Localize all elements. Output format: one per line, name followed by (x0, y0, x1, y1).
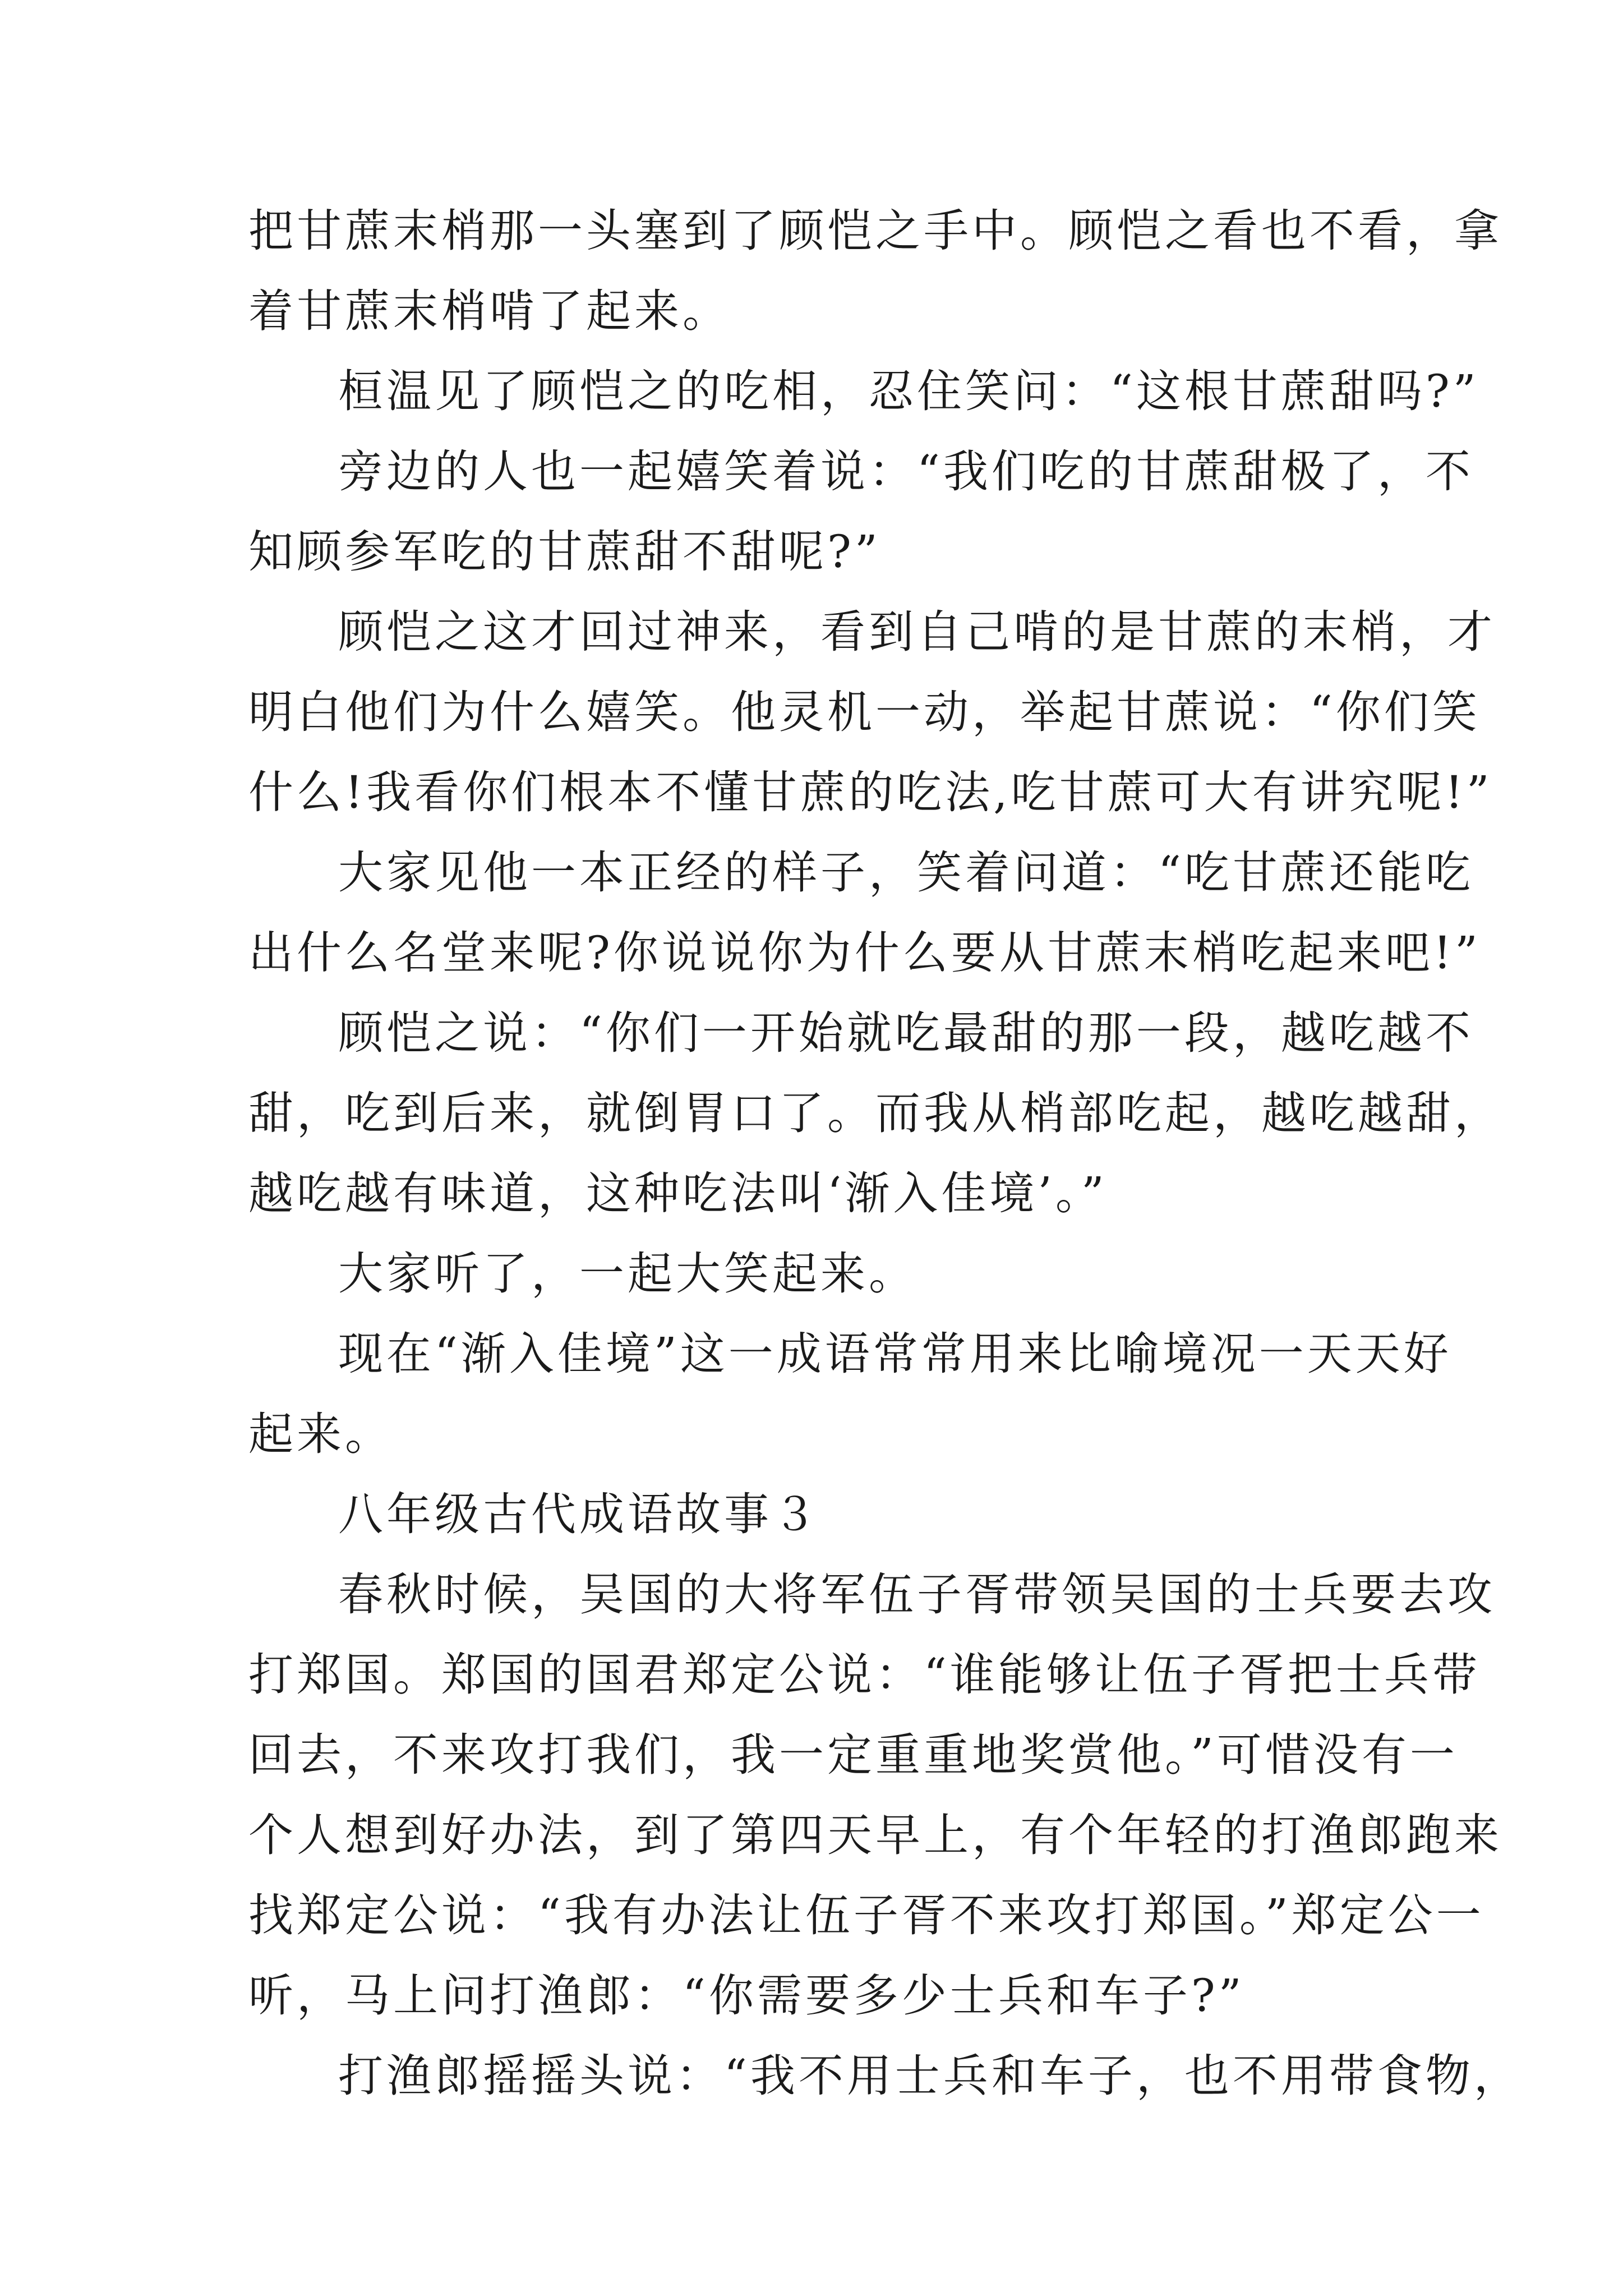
text-line: 明白他们为什么嬉笑。他灵机一动，举起甘蔗说：“你们笑 (248, 686, 1481, 738)
text-line: 回去，不来攻打我们，我一定重重地奖赏他。”可惜没有一 (248, 1729, 1458, 1781)
text-line: 出什么名堂来呢?你说说你为什么要从甘蔗末梢吃起来吧!” (248, 927, 1481, 979)
text-line: 找郑定公说：“我有办法让伍子胥不来攻打郑国。”郑定公一 (248, 1889, 1484, 1941)
text-line: 着甘蔗末梢啃了起来。 (248, 285, 731, 337)
text-line: 甜，吃到后来，就倒胃口了。而我从梢部吃起，越吃越甜， (248, 1087, 1502, 1139)
text-line: 个人想到好办法，到了第四天早上，有个年轻的打渔郎跑来 (248, 1809, 1502, 1861)
text-line: 大家听了，一起大笑起来。 (338, 1248, 917, 1300)
text-line: 大家见他一本正经的样子，笑着问道：“吃甘蔗还能吃 (338, 846, 1474, 899)
text-line: 什么!我看你们根本不懂甘蔗的吃法,吃甘蔗可大有讲究呢!” (248, 766, 1493, 818)
text-line: 打渔郎摇摇头说：“我不用士兵和车子，也不用带食物， (338, 2050, 1522, 2102)
section-heading: 八年级古代成语故事３ (338, 1488, 820, 1540)
text-line: 顾恺之说：“你们一开始就吃最甜的那一段，越吃越不 (338, 1007, 1474, 1059)
text-line: 顾恺之这才回过神来，看到自己啃的是甘蔗的末梢，才 (338, 606, 1496, 658)
text-line: 起来。 (248, 1408, 393, 1460)
text-line: 春秋时候，吴国的大将军伍子胥带领吴国的士兵要去攻 (338, 1568, 1496, 1621)
text-line: 现在“渐入佳境”这一成语常常用来比喻境况一天天好 (338, 1328, 1452, 1380)
text-line: 旁边的人也一起嬉笑着说：“我们吃的甘蔗甜极了，不 (338, 445, 1474, 498)
text-line: 把甘蔗末梢那一头塞到了顾恺之手中。顾恺之看也不看，拿 (248, 205, 1502, 257)
text-line: 听，马上问打渔郎：“你需要多少士兵和车子?” (248, 1970, 1245, 2022)
document-body (248, 191, 1522, 2116)
text-line: 打郑国。郑国的国君郑定公说：“谁能够让伍子胥把士兵带 (248, 1649, 1481, 1701)
text-line: 越吃越有味道，这种吃法叫‘渐入佳境’。” (248, 1167, 1108, 1220)
text-line: 桓温见了顾恺之的吃相，忍住笑问：“这根甘蔗甜吗?” (338, 365, 1479, 417)
text-line: 知顾参军吃的甘蔗甜不甜呢?” (248, 526, 881, 578)
